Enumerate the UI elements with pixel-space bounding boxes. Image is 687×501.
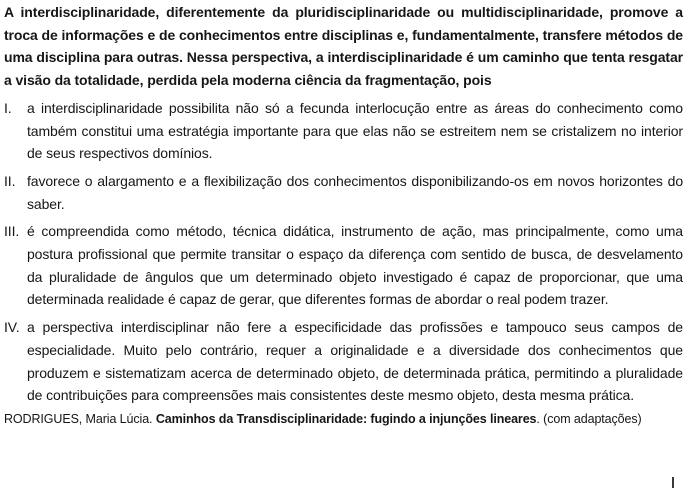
item-text: a perspectiva interdisciplinar não fere a especificidade das profissões e tampouco seus campos de especialidade. Muito pelo contrário, requer a originalidade e a diversidade dos conhecimentos que produzem e sistematizam acerca de determinado objeto, de determinada prática, permitindo a pluralidade de contribuições para compreensões mais consistentes deste mesmo objeto, desta mesma prática. — [27, 319, 683, 404]
item-numeral: IV. — [4, 319, 20, 336]
item-text: é compreendida como método, técnica didática, instrumento de ação, mas principalmente, como uma postura profissional que permite transitar o espaço da diferença com sentido de busca, de desvelamento da pluralidade de ângulos que um determinado objeto investigado é capaz de proporcionar, que uma determinada realidade é capaz de gerar, que diferentes formas de abordar o real podem trazer. — [27, 223, 683, 308]
text-cursor-mark — [672, 477, 674, 488]
list-item-3 — [4, 220, 683, 311]
intro-paragraph: A interdisciplinaridade, diferentemente da pluridisciplinaridade ou multidisciplinaridade, promove a troca de informações e de conhecimentos entre disciplinas e, fundamentalmente, transfere métodos de uma disciplina para outras. Nessa perspectiva, a interdisciplinaridade é um caminho que tenta resgatar a visão da totalidade, perdida pela moderna ciência da fragmentação, pois — [4, 4, 683, 89]
list-item-2 — [4, 170, 683, 215]
citation-title: Caminhos da Transdisciplinaridade: fugindo a injunções lineares — [155, 411, 537, 426]
citation-author: RODRIGUES, Maria Lúcia. — [4, 411, 156, 426]
item-text: a interdisciplinaridade possibilita não só a fecunda interlocução entre as áreas do conhecimento como também constitui uma estratégia importante para que elas não se estreitem nem se cristalizem no interior de seus respectivos domínios. — [27, 99, 683, 162]
citation — [4, 412, 683, 427]
list-item-4 — [4, 316, 683, 407]
item-numeral: II. — [4, 172, 16, 189]
citation-suffix: . (com adaptações) — [536, 411, 642, 426]
item-text: favorece o alargamento e a flexibilização dos conhecimentos disponibilizando-os em novos horizontes do saber. — [27, 172, 683, 212]
list-item-1 — [4, 97, 683, 165]
item-numeral: III. — [4, 223, 20, 240]
item-numeral: I. — [4, 99, 12, 116]
